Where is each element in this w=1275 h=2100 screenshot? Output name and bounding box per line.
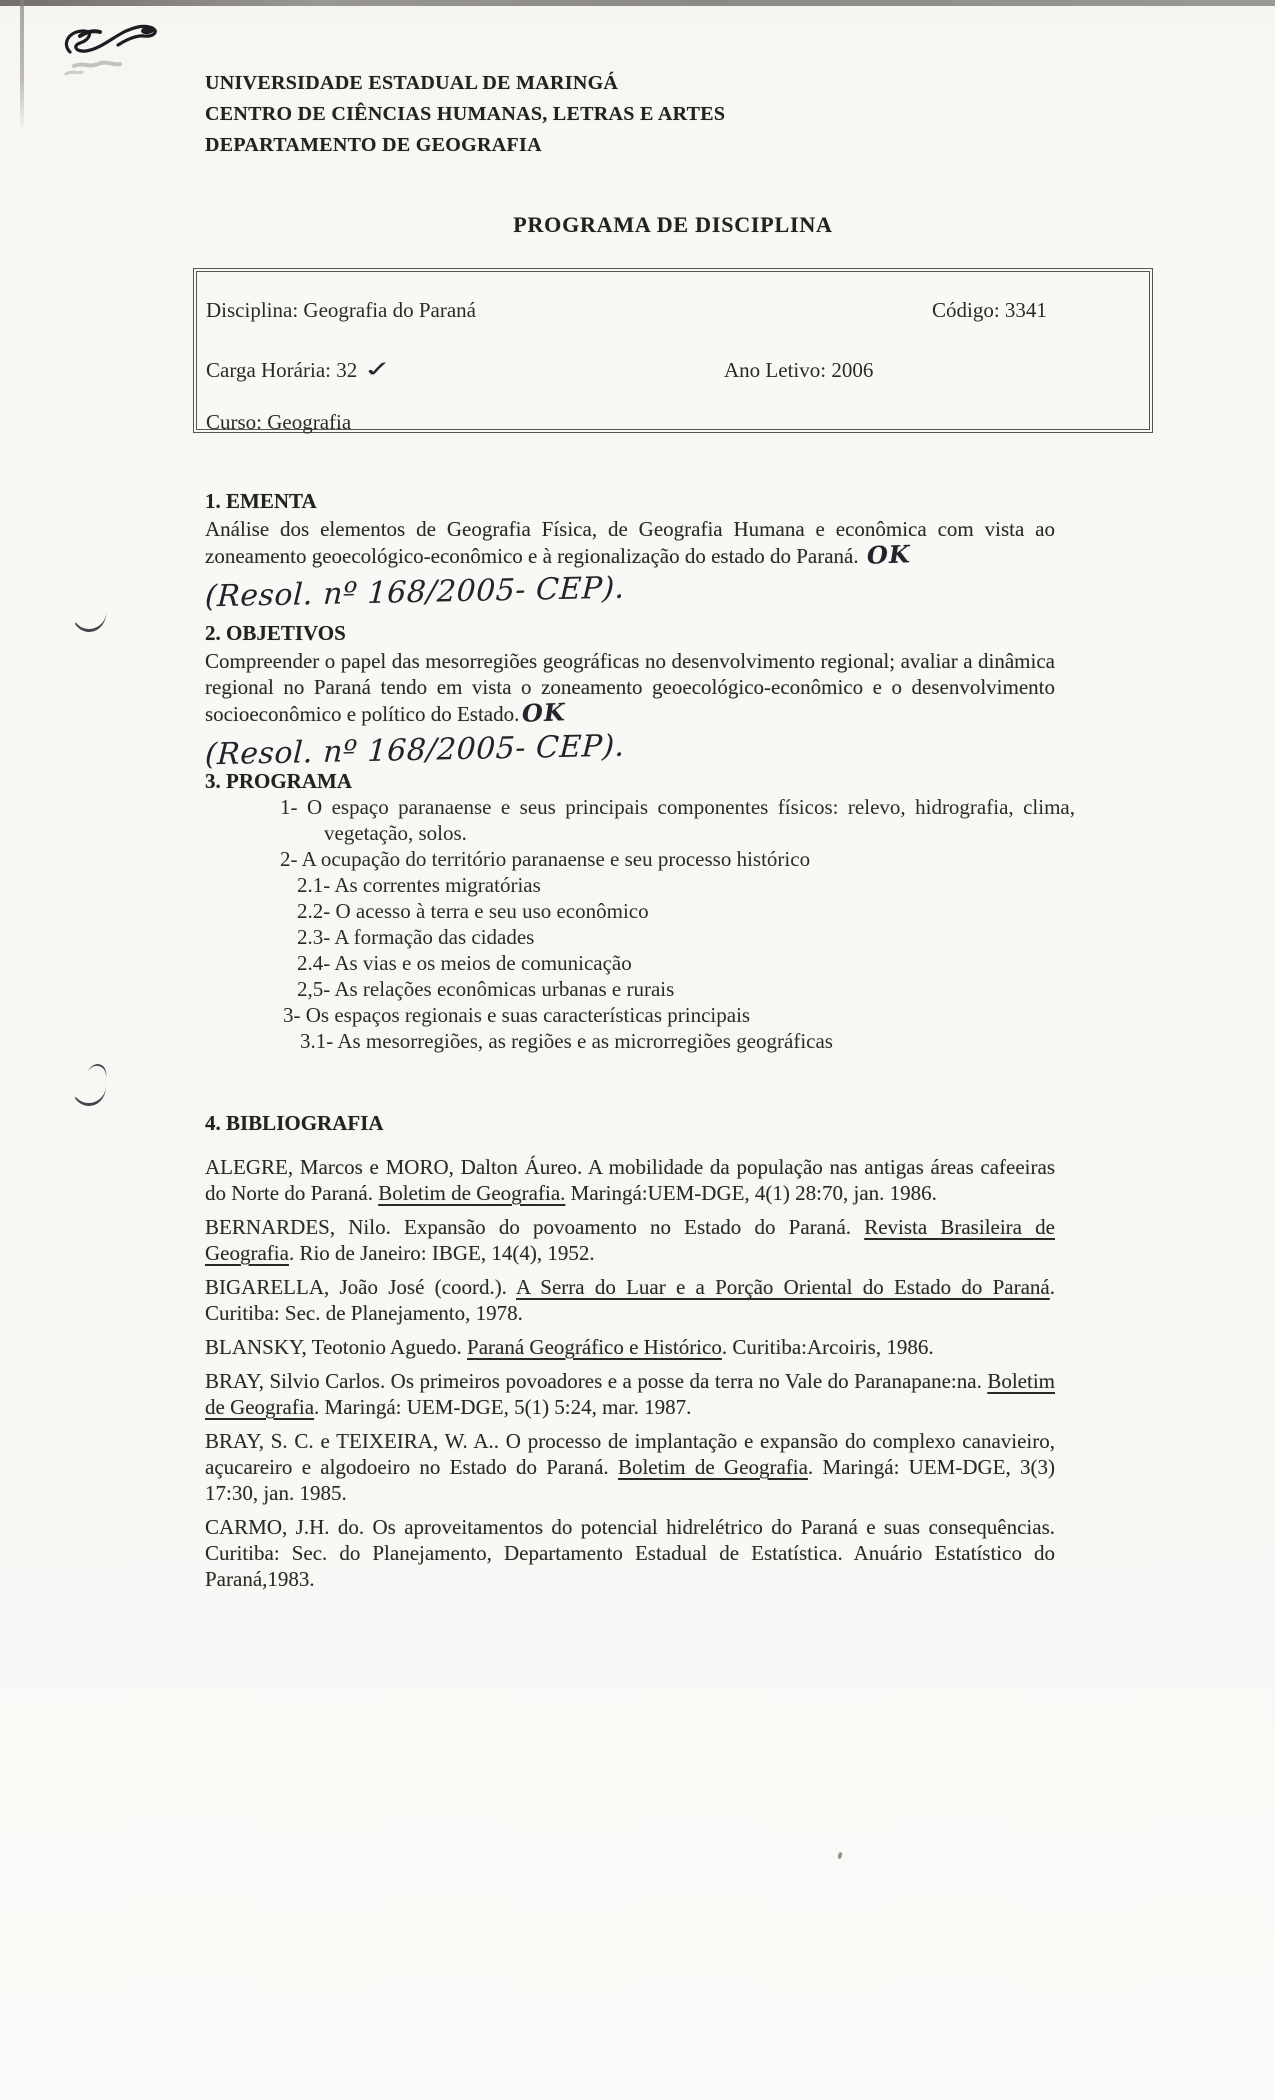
entry-text: BLANSKY, Teotonio Aguedo. <box>205 1335 468 1359</box>
university-name: UNIVERSIDADE ESTADUAL DE MARINGÁ <box>205 72 619 94</box>
margin-pen-curve-small <box>86 1061 109 1080</box>
ink-scribble <box>60 18 165 80</box>
code-field: Código: 3341 <box>932 298 1047 322</box>
scan-edge-band <box>0 0 1275 6</box>
bibliography-entry <box>205 1368 1055 1420</box>
program-item: 2- A ocupação do território paranaense e seu processo histórico <box>280 847 811 871</box>
ementa-body <box>205 516 1055 569</box>
entry-journal: Boletim de Geografia. <box>378 1181 566 1205</box>
ementa-heading: 1. EMENTA <box>205 489 317 513</box>
scan-speck <box>837 1852 843 1860</box>
entry-text: . Maringá: UEM-DGE, 5(1) 5:24, mar. 1987. <box>314 1395 692 1419</box>
entry-text: BERNARDES, Nilo. Expansão do povoamento no Estado do Paraná. <box>205 1215 865 1239</box>
info-row-workload <box>206 358 1140 383</box>
entry-text: Maringá:UEM-DGE, 4(1) 28:70, jan. 1986. <box>565 1181 937 1205</box>
handwritten-check-mark: ✓ <box>361 356 396 382</box>
entry-journal: Revista Brasileira de Geografia <box>205 1215 1055 1265</box>
section-objetivos <box>204 620 1055 773</box>
program-item: 2,5- As relações econômicas urbanas e rurais <box>297 977 675 1001</box>
margin-pen-curve <box>71 1084 108 1108</box>
program-item: 2.1- As correntes migratórias <box>297 873 541 897</box>
discipline-field: Disciplina: Geografia do Paraná <box>206 298 476 322</box>
bibliography-entry <box>205 1334 1055 1360</box>
entry-text: ALEGRE, Marcos e MORO, Dalton Áureo. A mobilidade da população nas antigas áreas cafeeiras do Norte do Paraná. <box>205 1155 1055 1205</box>
entry-text: BRAY, Silvio Carlos. Os primeiros povoadores e a posse da terra no Vale do Paranapane:na. <box>205 1369 988 1393</box>
bibliography-entry <box>205 1274 1055 1326</box>
entry-text: CARMO, J.H. do. Os aproveitamentos do potencial hidrelétrico do Paraná e suas consequências. Curitiba: Sec. do Planejamento, Departamento Estadual de Estatística. Anuário Estatístico do Paraná,1983. <box>205 1515 1055 1591</box>
handwritten-resolution-note: (Resol. nº 168/2005- CEP). <box>204 570 626 615</box>
entry-text: . Maringá: UEM-DGE, 3(3) 17:30, jan. 1985. <box>205 1455 1055 1505</box>
bibliography-entry <box>205 1514 1055 1592</box>
entry-journal: A Serra do Luar e a Porção Oriental do Estado do Paraná <box>516 1275 1050 1299</box>
program-item: 2.3- A formação das cidades <box>297 925 535 949</box>
course-field: Curso: Geografia <box>206 410 352 434</box>
handwritten-ok: OK <box>866 539 911 570</box>
school-year-field: Ano Letivo: 2006 <box>724 358 874 382</box>
entry-text: . Rio de Janeiro: IBGE, 14(4), 1952. <box>288 1241 595 1265</box>
entry-text: BRAY, S. C. e TEIXEIRA, W. A.. O processo de implantação e expansão do complexo canavieiro, açucareiro e algodoeiro no Estado do Paraná. <box>205 1429 1055 1479</box>
workload-field: Carga Horária: 32 <box>206 358 358 382</box>
handwritten-resolution-note: (Resol. nº 168/2005- CEP). <box>204 728 626 773</box>
center-name: CENTRO DE CIÊNCIAS HUMANAS, LETRAS E ARTES <box>205 103 726 125</box>
program-item: 1- O espaço paranaense e seus principais componentes físicos: relevo, hidrografia, clima, vegetação, solos. <box>280 795 1075 845</box>
objetivos-text: Compreender o papel das mesorregiões geográficas no desenvolvimento regional; avaliar a dinâmica regional no Paraná tendo em vista o zoneamento geoecológico-econômico e o desenvolvimento socioeconômico e político do Estado. <box>205 649 1055 726</box>
document-title: PROGRAMA DE DISCIPLINA <box>513 212 833 237</box>
bibliography-entry <box>205 1214 1055 1266</box>
program-item: 2.2- O acesso à terra e seu uso econômico <box>297 899 649 923</box>
bibliografia-heading: 4. BIBLIOGRAFIA <box>205 1111 384 1135</box>
section-ementa <box>204 488 1055 615</box>
bibliography-entry <box>205 1154 1055 1206</box>
section-bibliografia <box>205 1110 1055 1600</box>
section-programa <box>205 768 1075 1054</box>
handwritten-ok: OK <box>521 697 567 728</box>
programa-heading: 3. PROGRAMA <box>205 769 352 793</box>
program-item: 2.4- As vias e os meios de comunicação <box>297 951 632 975</box>
entry-text: BIGARELLA, João José (coord.). <box>205 1275 517 1299</box>
institution-header <box>205 68 725 161</box>
info-row-discipline <box>206 298 1140 323</box>
objetivos-heading: 2. OBJETIVOS <box>205 621 346 645</box>
ementa-text: Análise dos elementos de Geografia Física, de Geografia Humana e econômica com vista ao zoneamento geoecológico-econômico e à regionalização do estado do Paraná. <box>205 517 1055 568</box>
objetivos-body <box>205 648 1055 727</box>
info-row-course <box>206 410 1140 435</box>
bibliography-list <box>205 1154 1055 1592</box>
program-item: 3.1- As mesorregiões, as regiões e as microrregiões geográficas <box>300 1029 833 1053</box>
scan-edge-shadow <box>20 0 24 132</box>
entry-journal: Paraná Geográfico e Histórico <box>467 1335 722 1359</box>
bibliography-entry <box>205 1428 1055 1506</box>
program-item: 3- Os espaços regionais e suas características principais <box>283 1003 751 1027</box>
entry-journal: Boletim de Geografia <box>205 1369 1055 1419</box>
entry-journal: Boletim de Geografia <box>617 1455 808 1479</box>
entry-text: . Curitiba:Arcoiris, 1986. <box>721 1335 934 1359</box>
course-info-box <box>193 268 1153 433</box>
entry-text: . Curitiba: Sec. de Planejamento, 1978. <box>205 1275 1055 1325</box>
margin-pen-curve <box>71 611 107 633</box>
department-name: DEPARTAMENTO DE GEOGRAFIA <box>205 134 542 156</box>
